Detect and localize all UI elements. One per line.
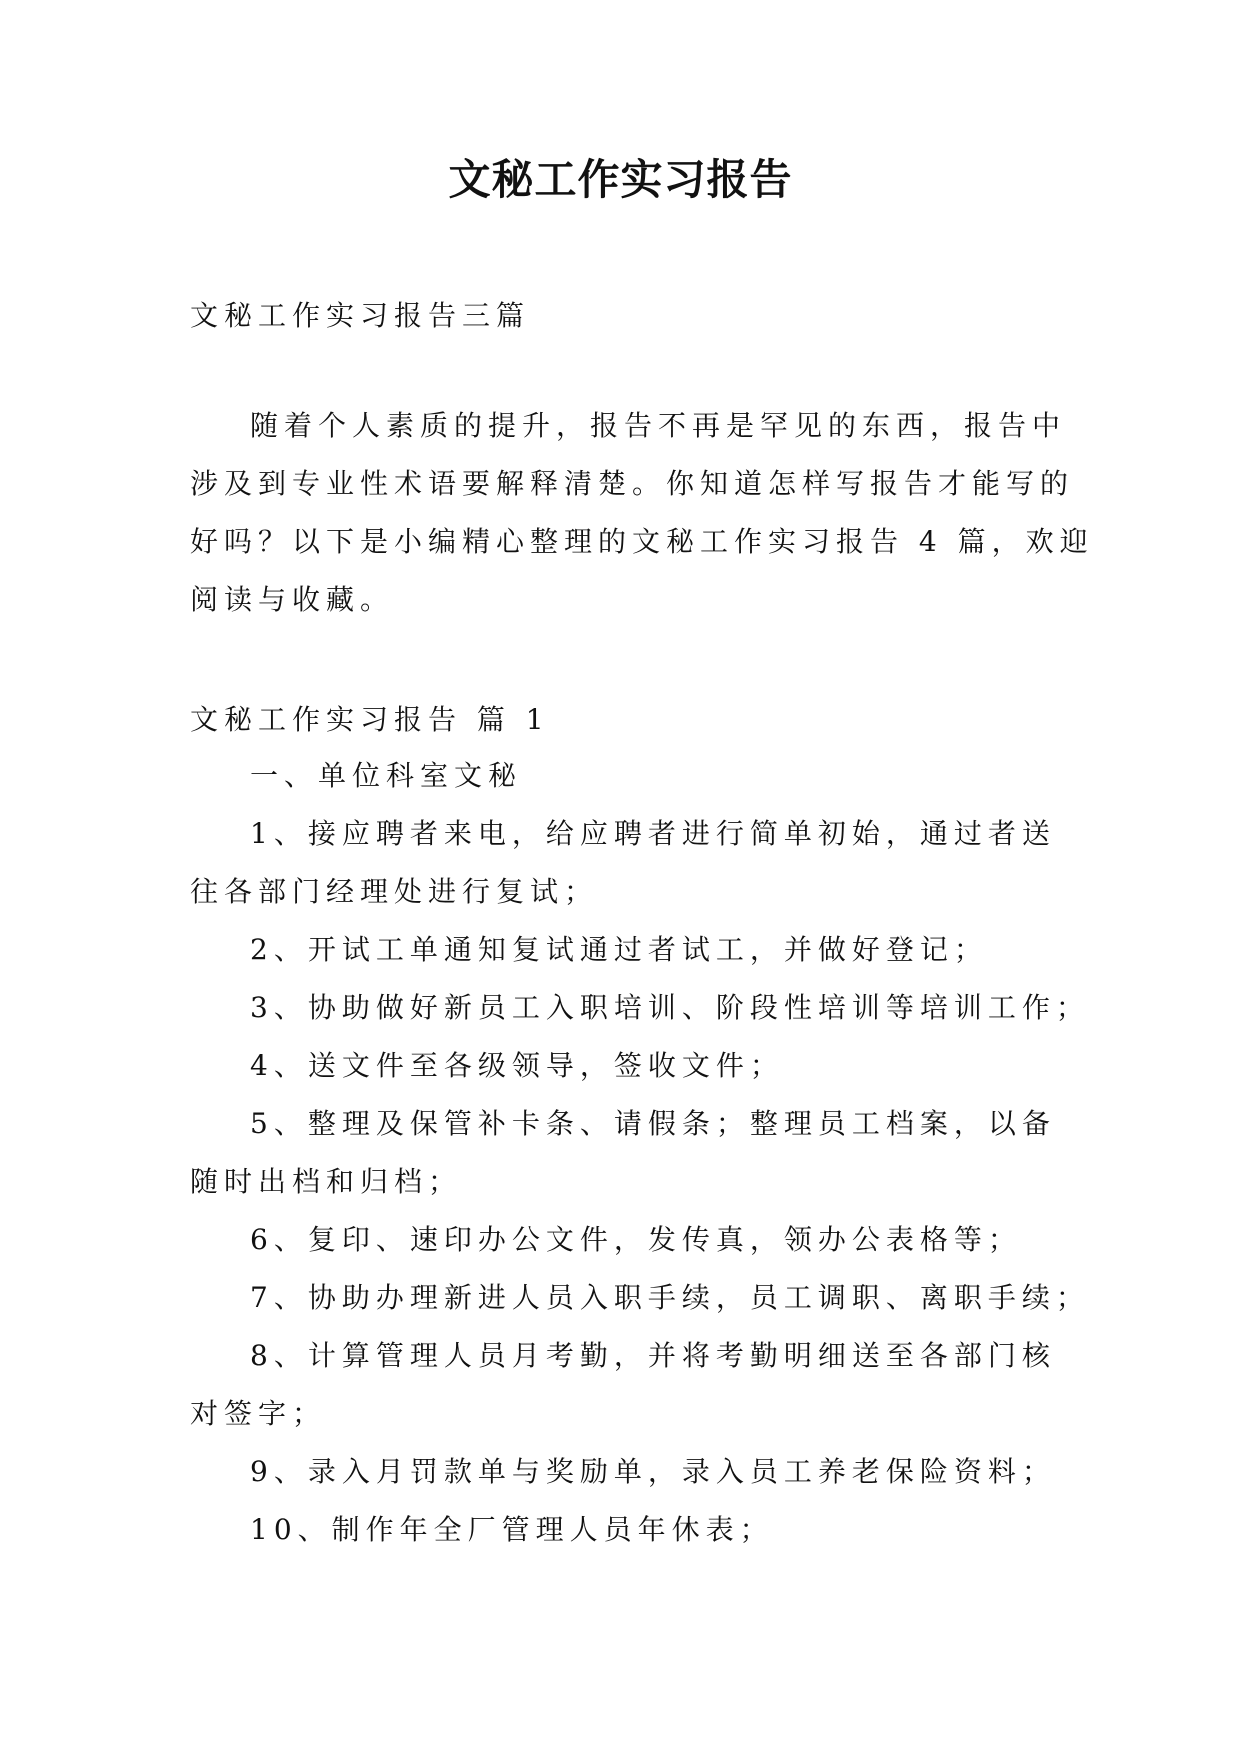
list-item: 7、协助办理新进人员入职手续，员工调职、离职手续； <box>250 1281 1090 1314</box>
intro-line-4: 阅读与收藏。 <box>190 583 395 616</box>
list-item: 往各部门经理处进行复试； <box>190 875 599 908</box>
list-item: 6、复印、速印办公文件，发传真，领办公表格等； <box>250 1223 1022 1256</box>
intro-line-3: 好吗？以下是小编精心整理的文秘工作实习报告 4 篇，欢迎 <box>190 525 1094 558</box>
list-item: 8、计算管理人员月考勤，并将考勤明细送至各部门核 <box>250 1339 1056 1372</box>
intro-line-2: 涉及到专业性术语要解释清楚。你知道怎样写报告才能写的 <box>190 467 1075 500</box>
list-item: 5、整理及保管补卡条、请假条；整理员工档案，以备 <box>250 1107 1056 1140</box>
list-item: 对签字； <box>190 1397 327 1430</box>
document-subtitle: 文秘工作实习报告三篇 <box>190 299 531 332</box>
section-one-heading: 一、单位科室文秘 <box>250 759 523 792</box>
list-item: 随时出档和归档； <box>190 1165 463 1198</box>
list-item: 3、协助做好新员工入职培训、阶段性培训等培训工作； <box>250 991 1090 1024</box>
document-title: 文秘工作实习报告 <box>448 155 793 204</box>
intro-line-1: 随着个人素质的提升，报告不再是罕见的东西，报告中 <box>250 409 1067 442</box>
list-item: 10、制作年全厂管理人员年休表； <box>250 1513 774 1546</box>
list-item: 9、录入月罚款单与奖励单，录入员工养老保险资料； <box>250 1455 1056 1488</box>
list-item: 1、接应聘者来电，给应聘者进行简单初始，通过者送 <box>250 817 1056 850</box>
section-heading: 文秘工作实习报告 篇 1 <box>190 703 550 736</box>
list-item: 2、开试工单通知复试通过者试工，并做好登记； <box>250 933 988 966</box>
list-item: 4、送文件至各级领导，签收文件； <box>250 1049 784 1082</box>
